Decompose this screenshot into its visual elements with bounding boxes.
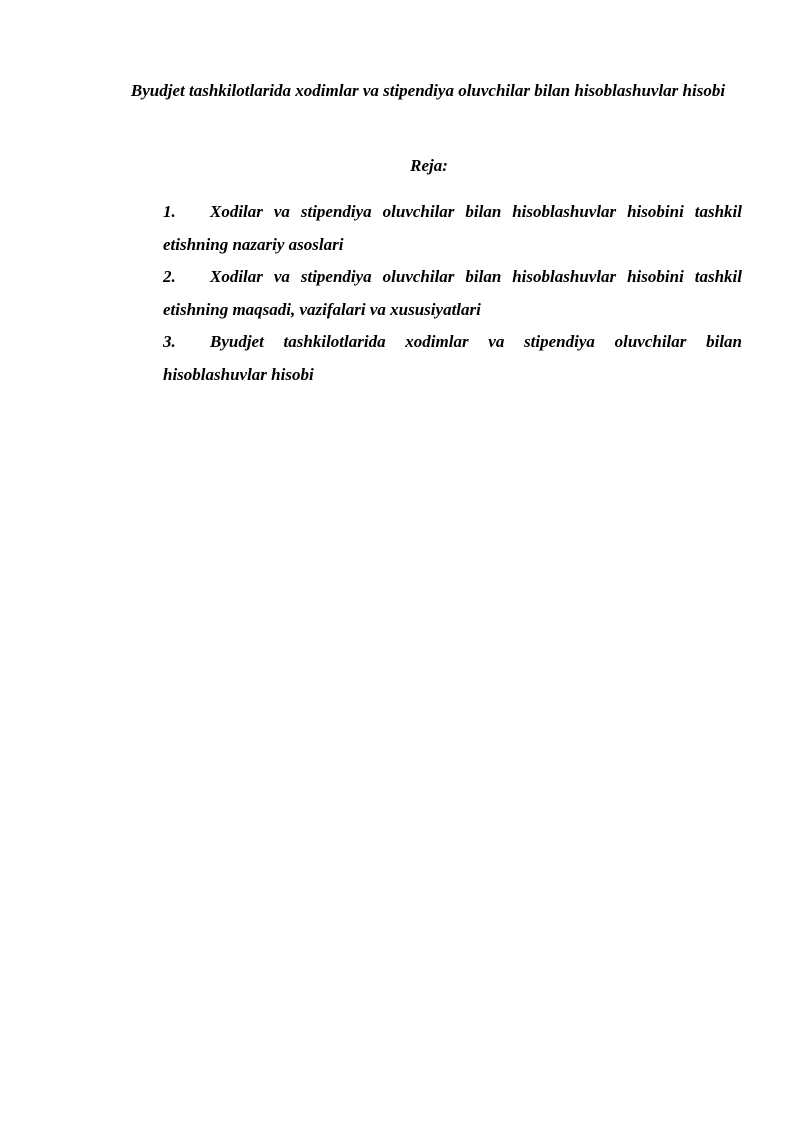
plan-item-text: Byudjet tashkilotlarida xodimlar va stipendiya oluvchilar bilan hisoblashuvlar hisobi xyxy=(163,332,742,384)
plan-list xyxy=(163,196,742,391)
plan-item xyxy=(163,261,742,326)
plan-item-text: Xodilar va stipendiya oluvchilar bilan hisoblashuvlar hisobini tashkil etishning maqsadi, vazifalari va xususiyatlari xyxy=(163,267,742,319)
plan-item-text: Xodilar va stipendiya oluvchilar bilan hisoblashuvlar hisobini tashkil etishning nazariy asoslari xyxy=(163,202,742,254)
plan-item xyxy=(163,326,742,391)
plan-item xyxy=(163,196,742,261)
plan-item-number: 3. xyxy=(163,332,176,351)
document-title: Byudjet tashkilotlarida xodimlar va stipendiya oluvchilar bilan hisoblashuvlar hisobi xyxy=(130,81,726,100)
plan-heading: Reja: xyxy=(410,156,448,175)
plan-item-number: 2. xyxy=(163,267,176,286)
plan-item-number: 1. xyxy=(163,202,176,221)
